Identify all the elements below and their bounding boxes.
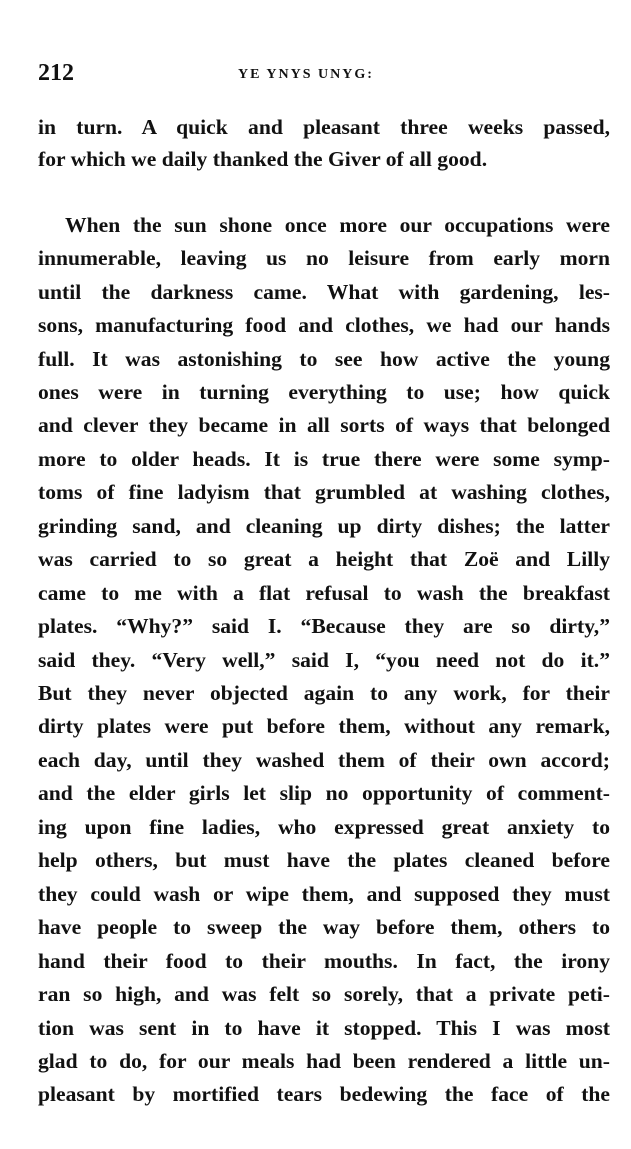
- running-head: YE YNYS UNYG:: [238, 67, 374, 82]
- text-line: innumerable, leaving us no leisure from early morn: [38, 246, 610, 270]
- text-line: they could wash or wipe them, and supposed they must: [38, 882, 610, 906]
- text-line: toms of fine ladyism that grumbled at washing clothes,: [38, 480, 610, 504]
- text-line: grinding sand, and cleaning up dirty dishes; the latter: [38, 514, 610, 538]
- text-line: in turn. A quick and pleasant three weeks passed,: [38, 115, 610, 139]
- text-line: But they never objected again to any work, for their: [38, 681, 610, 705]
- text-line: plates. “Why?” said I. “Because they are so dirty,”: [38, 614, 610, 638]
- text-line: more to older heads. It is true there were some symp-: [38, 447, 610, 471]
- text-line: for which we daily thanked the Giver of all good.: [38, 147, 488, 171]
- page-number: 212: [38, 60, 74, 86]
- text-line: have people to sweep the way before them, others to: [38, 915, 610, 939]
- text-line: ones were in turning everything to use; how quick: [38, 380, 610, 404]
- text-line: sons, manufacturing food and clothes, we had our hands: [38, 313, 610, 337]
- text-line: and the elder girls let slip no opportunity of comment-: [38, 781, 610, 805]
- text-line: glad to do, for our meals had been rendered a little un-: [38, 1049, 610, 1073]
- page-header: [38, 60, 607, 90]
- text-line: said they. “Very well,” said I, “you need not do it.”: [38, 648, 610, 672]
- text-line: ing upon fine ladies, who expressed great anxiety to: [38, 815, 610, 839]
- text-line: was carried to so great a height that Zoë and Lilly: [38, 547, 610, 571]
- text-line: help others, but must have the plates cleaned before: [38, 848, 610, 872]
- text-line: came to me with a flat refusal to wash the breakfast: [38, 581, 610, 605]
- text-line: and clever they became in all sorts of ways that belonged: [38, 413, 610, 437]
- text-line: full. It was astonishing to see how active the young: [38, 347, 610, 371]
- text-line: until the darkness came. What with gardening, les-: [38, 280, 610, 304]
- text-line: When the sun shone once more our occupations were: [65, 213, 610, 237]
- text-line: dirty plates were put before them, without any remark,: [38, 714, 610, 738]
- text-line: pleasant by mortified tears bedewing the face of the: [38, 1082, 610, 1106]
- text-line: hand their food to their mouths. In fact, the irony: [38, 949, 610, 973]
- text-line: each day, until they washed them of their own accord;: [38, 748, 610, 772]
- text-line: ran so high, and was felt so sorely, that a private peti-: [38, 982, 610, 1006]
- text-line: tion was sent in to have it stopped. This I was most: [38, 1016, 610, 1040]
